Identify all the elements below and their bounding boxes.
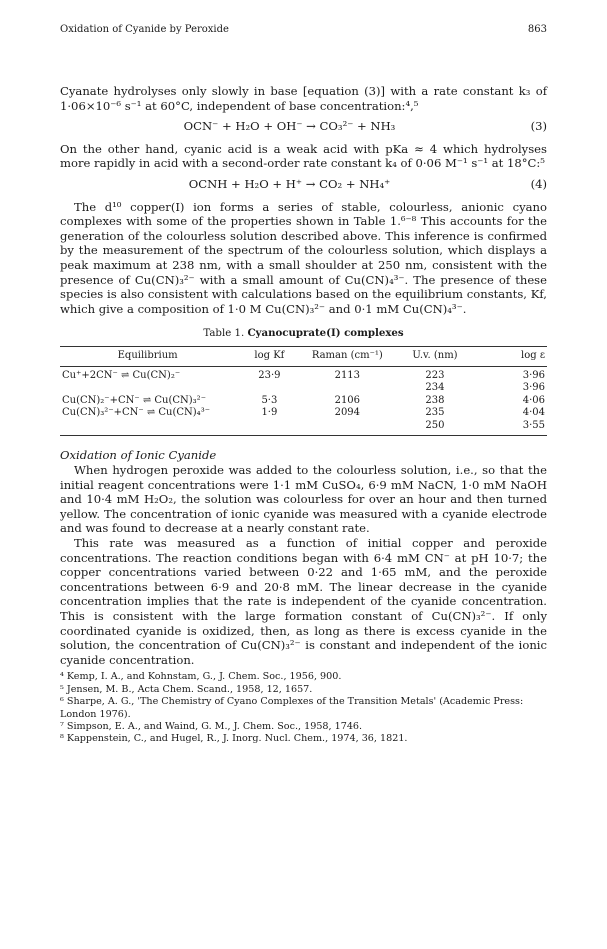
equation-4	[60, 177, 547, 192]
cell: 5·3	[261, 394, 278, 406]
cell: 2113	[334, 369, 361, 381]
cell: 3·96	[522, 382, 545, 394]
footnote: ⁷ Simpson, E. A., and Waind, G. M., J. Chem. Soc., 1958, 1746.	[60, 721, 363, 732]
cell	[303, 420, 391, 436]
table-caption-text: Cyanocuprate(I) complexes	[247, 327, 404, 340]
article-body	[60, 84, 547, 746]
footnotes	[60, 671, 547, 745]
cell: 223	[425, 369, 445, 381]
cell: 234	[425, 382, 445, 394]
cell	[235, 420, 303, 436]
cell: 23·9	[258, 369, 281, 381]
table-header-row	[60, 346, 547, 366]
cell: 3·55	[479, 420, 547, 436]
table-row	[60, 395, 547, 408]
paragraph-copper-complexes: The d¹⁰ copper(I) ion forms a series of stable, colourless, anionic cyano complexes with some of the properties shown in Table 1.⁶⁻⁸ This accounts for the generation of the colourless solution described above. This inference is confirmed by the measurement of the spectrum of the colourless solution, which displays a peak maximum at 238 nm, with a small shoulder at 250 nm, consistent with the presence of Cu(CN)₃²⁻ with a small amount of Cu(CN)₄³⁻. The presence of these species is also consistent with calculations based on the equilibrium constants, Kf, which give a composition of 1·0 M Cu(CN)₃²⁻ and 0·1 mM Cu(CN)₄³⁻.	[60, 199, 547, 316]
cell	[60, 420, 235, 436]
footnote: ⁴ Kemp, I. A., and Kohnstam, G., J. Chem. Soc., 1956, 900.	[60, 671, 342, 683]
table-row	[60, 407, 547, 420]
col-uv: U.v. (nm)	[391, 346, 479, 366]
cell: 250	[391, 420, 479, 436]
footnote: ⁶ Sharpe, A. G., 'The Chemistry of Cyano Complexes of the Transition Metals' (Academic Press: London 1976).	[60, 696, 524, 720]
cell: Cu(CN)₂⁻+CN⁻ ⇌ Cu(CN)₃²⁻	[62, 394, 206, 406]
cell: Cu⁺+2CN⁻ ⇌ Cu(CN)₂⁻	[62, 369, 181, 381]
cell	[235, 382, 303, 395]
cell: 2094	[334, 407, 361, 419]
col-logkf: log Kf	[235, 346, 303, 366]
section-title: Oxidation of Ionic Cyanide	[60, 448, 217, 463]
equation-3	[60, 119, 547, 134]
cell: 4·04	[522, 407, 545, 419]
equation-4-body: OCNH + H₂O + H⁺ → CO₂ + NH₄⁺	[188, 176, 391, 191]
cell: 4·06	[522, 394, 545, 406]
equation-3-body: OCN⁻ + H₂O + OH⁻ → CO₃²⁻ + NH₃	[183, 119, 396, 134]
paragraph-cyanate-hydrolysis: Cyanate hydrolyses only slowly in base [equation (3)] with a rate constant k₃ of 1·06×10⁻⁶ s⁻¹ at 60°C, independent of base concentration:⁴,⁵	[60, 84, 547, 113]
paragraph-cyanic-acid: On the other hand, cyanic acid is a weak acid with pKa ≈ 4 which hydrolyses more rapidly in acid with a second-order rate constant k₄ of 0·06 M⁻¹ s⁻¹ at 18°C:⁵	[60, 141, 547, 171]
cell: 235	[425, 407, 445, 419]
paragraph-peroxide-addition: When hydrogen peroxide was added to the colourless solution, i.e., so that the initial reagent concentrations were 1·1 mM CuSO₄, 6·9 mM NaCN, 1·0 mM NaOH and 10·4 mM H₂O₂, the solution was colourless for over an hour and then turned yellow. The concentration of ionic cyanide was measured with a cyanide electrode and was found to decrease at a nearly constant rate.	[60, 463, 547, 536]
col-equilibrium: Equilibrium	[60, 346, 235, 366]
table-row	[60, 420, 547, 436]
col-raman: Raman (cm⁻¹)	[303, 346, 391, 366]
table-caption	[60, 326, 547, 342]
cell: Cu(CN)₃²⁻+CN⁻ ⇌ Cu(CN)₄³⁻	[62, 407, 210, 419]
equation-3-number: (3)	[530, 119, 547, 134]
cell: 238	[425, 394, 445, 406]
table-row	[60, 366, 547, 382]
page-header	[60, 24, 547, 35]
paragraph-rate-measurement: This rate was measured as a function of initial copper and peroxide concentrations. The reaction conditions began with 6·4 mM CN⁻ at pH 10·7; the copper concentrations varied between 0·22 and 1·65 mM, and the peroxide concentrations between 6·9 and 20·8 mM. The linear decrease in the cyanide concentration implies that the rate is independent of the cyanide concentration. This is consistent with the large formation constant of Cu(CN)₃²⁻. If only coordinated cyanide is oxidized, then, as long as there is excess cyanide in the solution, the concentration of Cu(CN)₃²⁻ is constant and independent of the ionic cyanide concentration.	[60, 536, 547, 667]
cell: 2106	[334, 394, 361, 406]
running-title: Oxidation of Cyanide by Peroxide	[60, 24, 229, 35]
cell: 1·9	[261, 407, 278, 419]
cyanocuprate-table	[60, 346, 547, 437]
footnote: ⁸ Kappenstein, C., and Hugel, R., J. Inorg. Nucl. Chem., 1974, 36, 1821.	[60, 733, 408, 745]
table-caption-label: Table 1.	[203, 328, 245, 340]
col-logeps: log ε	[479, 346, 547, 366]
equation-4-number: (4)	[530, 176, 547, 191]
cell: 3·96	[522, 369, 545, 381]
cell	[60, 382, 235, 395]
cell	[303, 382, 391, 395]
table-row	[60, 382, 547, 395]
page-number: 863	[527, 24, 547, 35]
footnote: ⁵ Jensen, M. B., Acta Chem. Scand., 1958, 12, 1657.	[60, 683, 313, 695]
